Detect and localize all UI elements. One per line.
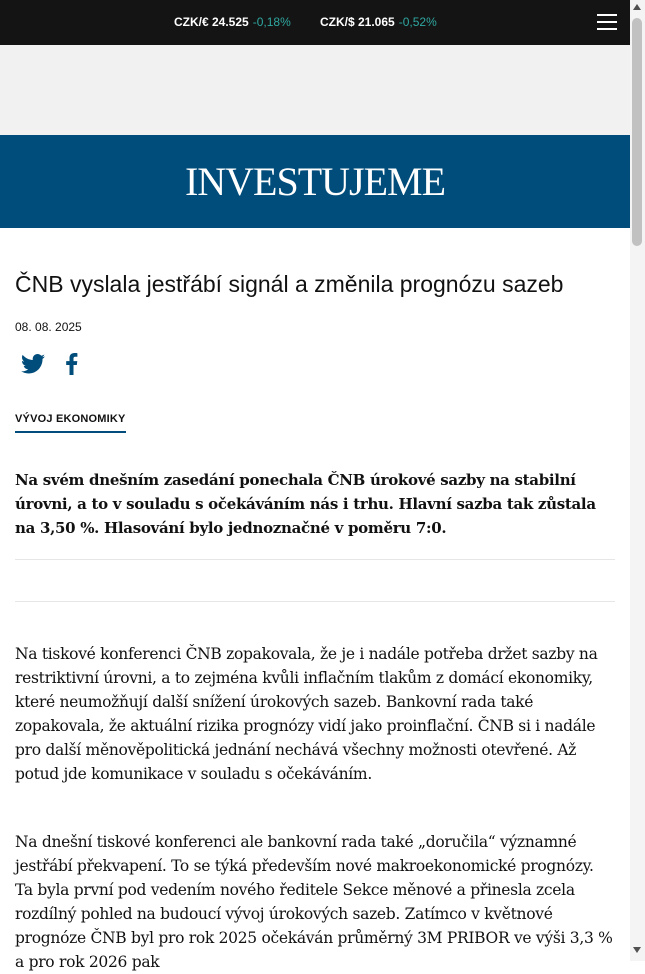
usd-rate (320, 15, 437, 29)
article-paragraph: Na tiskové konferenci ČNB zopakovala, že je i nadále potřeba držet sazby na restriktivní úrovni, a to zejména kvůli inflačním tlakům z domácí ekonomiky, které neumožňují další snížení úrokových sazeb. Bankovní rada také zopakovala, že aktuální rizika prognózy vidí jako proinflační. ČNB si i nadále pro další měnověpolitická jednání nechává všechny možnosti otevřené. Až potud jde komunikace v souladu s očekáváním. (15, 645, 598, 783)
article-title: ČNB vyslala jestřábí signál a změnila prognózu sazeb (15, 271, 564, 297)
article-date: 08. 08. 2025 (15, 320, 82, 334)
eur-rate-change: -0,18% (252, 15, 291, 29)
ad-placeholder (0, 45, 630, 135)
eur-rate (174, 15, 291, 29)
scroll-up-arrow-icon[interactable] (633, 4, 641, 10)
facebook-icon[interactable] (62, 353, 80, 375)
vertical-scrollbar[interactable] (630, 0, 645, 961)
scrollbar-thumb[interactable] (632, 18, 642, 246)
eur-rate-label: CZK/€ 24.525 (174, 15, 249, 29)
article-paragraph: Na dnešní tiskové konferenci ale bankovní rada také „doručila“ významné jestřábí překvapení. To se týká především nové makroekonomické prognózy. Ta byla první pod vedením nového ředitele Sekce měnové a přinesla zcela rozdílný pohled na budoucí vývoj úrokových sazeb. Zatímco v květnové prognóze ČNB byl pro rok 2025 očekáván průměrný 3M PRIBOR ve výši 3,3 % a pro rok 2026 pak (15, 833, 613, 971)
scroll-down-arrow-icon[interactable] (633, 947, 641, 953)
hamburger-menu-icon[interactable] (597, 14, 617, 32)
article-perex: Na svém dnešním zasedání ponechala ČNB úrokové sazby na stabilní úrovni, a to v souladu s očekáváním nás i trhu. Hlavní sazba tak zůstala na 3,50 %. Hlasování bylo jednoznačné v poměru 7:0. (15, 471, 596, 537)
usd-rate-change: -0,52% (398, 15, 437, 29)
site-logo[interactable]: INVESTUJEME (184, 159, 446, 204)
divider (15, 559, 615, 560)
usd-rate-label: CZK/$ 21.065 (320, 15, 395, 29)
twitter-icon[interactable] (21, 354, 45, 374)
currency-ticker (0, 0, 630, 45)
category-tag[interactable]: VÝVOJ EKONOMIKY (15, 413, 126, 433)
divider (15, 601, 615, 602)
